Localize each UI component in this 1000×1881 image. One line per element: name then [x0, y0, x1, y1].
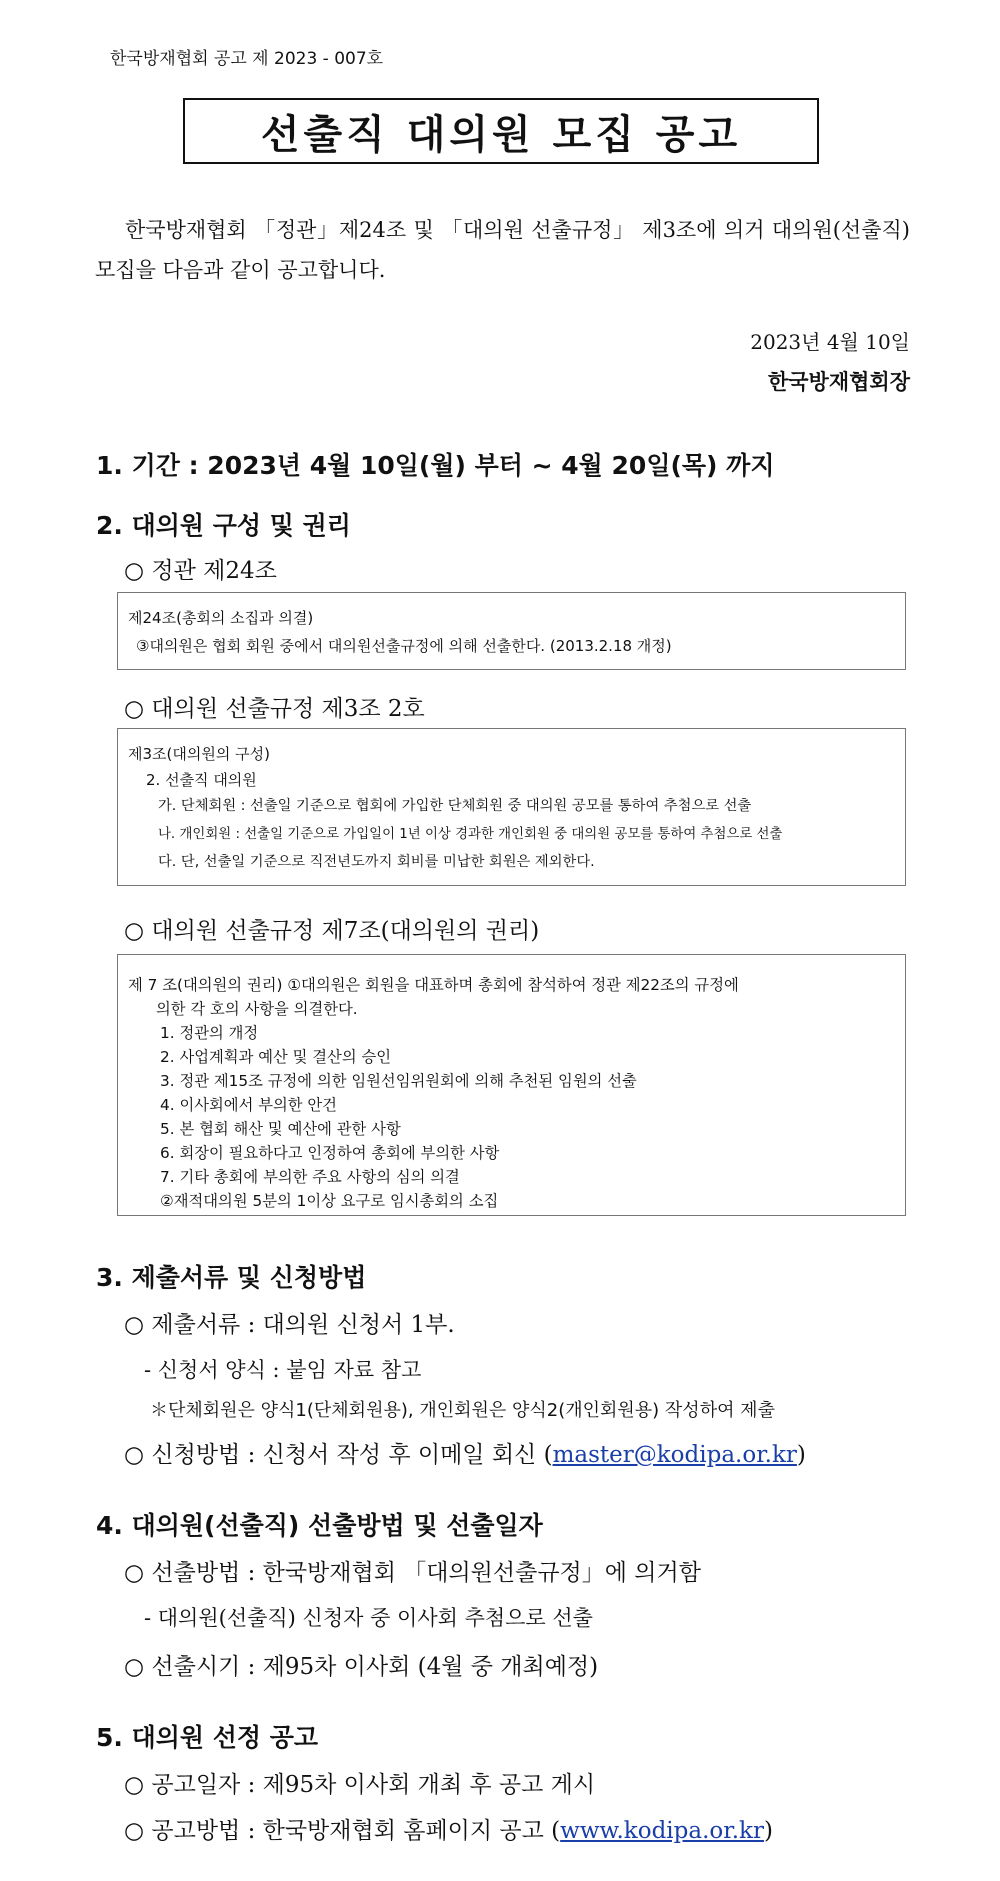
section3-heading: 3. 제출서류 및 신청방법: [96, 1263, 367, 1292]
notice-method-prefix: ○ 공고방법 : 한국방재협회 홈페이지 공고 (: [124, 1818, 561, 1844]
section4-heading: 4. 대의원(선출직) 선출방법 및 선출일자: [96, 1511, 543, 1540]
section3-bullet-documents: ○ 제출서류 : 대의원 신청서 1부.: [124, 1312, 455, 1338]
rule7-box: [117, 954, 906, 1216]
box2-line2: 2. 선출직 대의원: [146, 771, 257, 789]
section3-bullet-method: [124, 1436, 806, 1469]
box3-item: 7. 기타 총회에 부의한 주요 사항의 심의 의결: [160, 1168, 460, 1186]
section4-bullet-method: ○ 선출방법 : 한국방재협회 「대의원선출규정」에 의거함: [124, 1560, 701, 1586]
box2-line4: 나. 개인회원 : 선출일 기준으로 가입일이 1년 이상 경과한 개인회원 중 대의원 공모를 통하여 추첨으로 선출: [158, 827, 783, 842]
box3-item: 6. 회장이 필요하다고 인정하여 총회에 부의한 사항: [160, 1144, 500, 1162]
issuer: 한국방재협회장: [767, 370, 910, 394]
section4-sub-selection: - 대의원(선출직) 신청자 중 이사회 추첨으로 선출: [144, 1606, 593, 1630]
notice-date: 2023년 4월 10일: [750, 330, 910, 354]
section5-bullet-date: ○ 공고일자 : 제95차 이사회 개최 후 공고 게시: [124, 1772, 596, 1798]
box2-line3: 가. 단체회원 : 선출일 기준으로 협회에 가입한 단체회원 중 대의원 공모를 통하여 추첨으로 선출: [158, 798, 752, 814]
section3-note: ＊단체회원은 양식1(단체회원용), 개인회원은 양식2(개인회원용) 작성하여 제출: [150, 1400, 775, 1421]
box1-line2: ③대의원은 협회 회원 중에서 대의원선출규정에 의해 선출한다. (2013.2.18 개정): [136, 637, 672, 655]
section2-bullet-articles: ○ 정관 제24조: [124, 558, 277, 584]
box3-item: 4. 이사회에서 부의한 안건: [160, 1096, 337, 1114]
section2-bullet-rule7: ○ 대의원 선출규정 제7조(대의원의 권리): [124, 918, 540, 944]
page-title: 선출직 대의원 모집 공고: [260, 111, 742, 158]
box3-line2: 의한 각 호의 사항을 의결한다.: [156, 1000, 358, 1018]
method-prefix: ○ 신청방법 : 신청서 작성 후 이메일 회신 (: [124, 1442, 553, 1468]
section5-heading: 5. 대의원 선정 공고: [96, 1723, 319, 1752]
section5-bullet-method: [124, 1812, 773, 1845]
box3-item: ②재적대의원 5분의 1이상 요구로 임시총회의 소집: [160, 1192, 499, 1210]
box1-line1: 제24조(총회의 소집과 의결): [128, 609, 314, 627]
method-suffix: ): [796, 1442, 806, 1468]
box3-item: 5. 본 협회 해산 및 예산에 관한 사항: [160, 1120, 401, 1138]
rule3-box: [117, 728, 906, 886]
box3-item: 1. 정관의 개정: [160, 1024, 259, 1042]
notice-number: 한국방재협회 공고 제 2023 - 007호: [110, 49, 384, 69]
box2-line1: 제3조(대의원의 구성): [128, 745, 270, 763]
homepage-link[interactable]: www.kodipa.or.kr: [560, 1818, 764, 1844]
box3-item: 3. 정관 제15조 규정에 의한 임원선임위원회에 의해 추천된 임원의 선출: [160, 1072, 637, 1090]
box3-item: 2. 사업계획과 예산 및 결산의 승인: [160, 1048, 392, 1066]
section1-heading: 1. 기간 : 2023년 4월 10일(월) 부터 ~ 4월 20일(목) 까지: [96, 451, 775, 480]
email-link[interactable]: master@kodipa.or.kr: [552, 1442, 797, 1468]
notice-method-suffix: ): [763, 1818, 773, 1844]
title-box: [183, 98, 819, 164]
intro-paragraph: 한국방재협회 「정관」제24조 및 「대의원 선출규정」 제3조에 의거 대의원(선출직) 모집을 다음과 같이 공고합니다.: [95, 218, 910, 282]
article24-box: [117, 592, 906, 670]
section2-bullet-rule3: ○ 대의원 선출규정 제3조 2호: [124, 696, 425, 722]
section4-bullet-timing: ○ 선출시기 : 제95차 이사회 (4월 중 개최예정): [124, 1654, 599, 1680]
box3-line1: 제 7 조(대의원의 권리) ①대의원은 회원을 대표하며 총회에 참석하여 정관 제22조의 규정에: [128, 976, 739, 994]
section2-heading: 2. 대의원 구성 및 권리: [96, 511, 351, 540]
box2-line5: 다. 단, 선출일 기준으로 직전년도까지 회비를 미납한 회원은 제외한다.: [158, 854, 595, 870]
section3-form-ref: - 신청서 양식 : 붙임 자료 참고: [144, 1358, 422, 1382]
